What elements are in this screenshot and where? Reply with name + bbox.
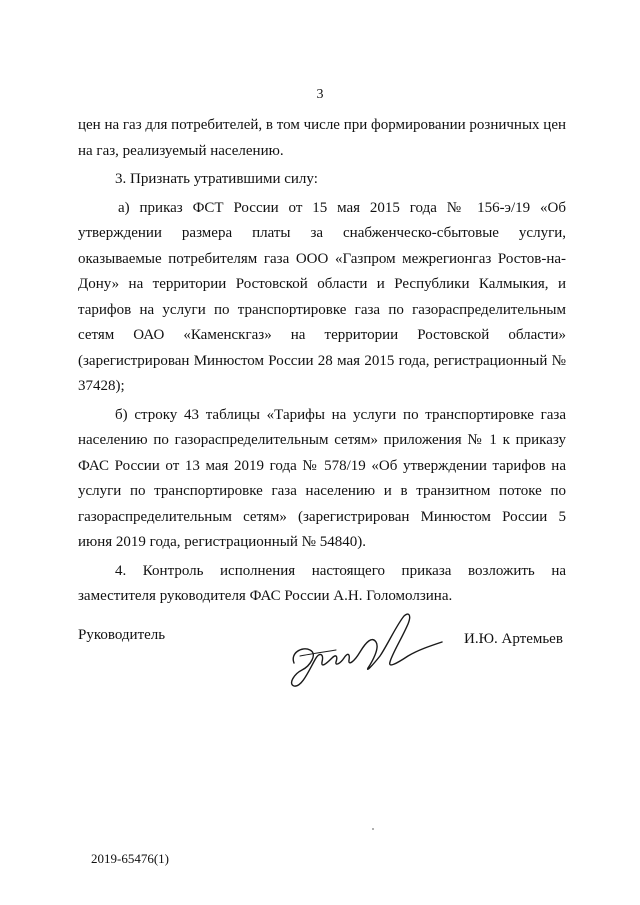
signatory-name: И.Ю. Артемьев [464,631,563,647]
page-number: 3 [316,87,324,102]
paragraph-item-3: 3. Признать утратившими силу: [115,171,318,187]
scan-speck [372,828,374,830]
paragraph-item-4: 4. Контроль исполнения настоящего приказа возложить на заместителя руководителя ФАС России А.Н. Голомолзина. [78,562,566,604]
document-id: 2019-65476(1) [91,851,169,866]
signatory-title: Руководитель [78,627,166,643]
paragraph-continuation: цен на газ для потребителей, в том числе при формировании розничных цен на газ, реализуемый населению. [78,117,566,159]
paragraph-item-3b: б) строку 43 таблицы «Тарифы на услуги по транспортировке газа населению по газораспределительным сетям» приложения № 1 к приказу ФАС России от 13 мая 2019 года № 578/19 «Об утверждении тарифов на услуги по транспортировке газа населению и в транзитном потоке по газораспределительным сетям» (зарегистрирован Минюстом России 5 июня 2019 года, регистрационный № 54840). [78,406,566,550]
handwritten-signature [280,608,445,690]
paragraph-item-3a: а) приказ ФСТ России от 15 мая 2015 года № 156-э/19 «Об утверждении размера платы за снабженческо-сбытовые услуги, оказываемые потребителям газа ООО «Газпром межрегионгаз Ростов-на-Дону» на территории Ростовской области и Республики Калмыкия, и тарифов на услуги по транспортировке газа по газораспределительным сетям ОАО «Каменскгаз» на территории Ростовской области» (зарегистрирован Минюстом России 28 мая 2015 года, регистрационный № 37428); [78,199,566,394]
